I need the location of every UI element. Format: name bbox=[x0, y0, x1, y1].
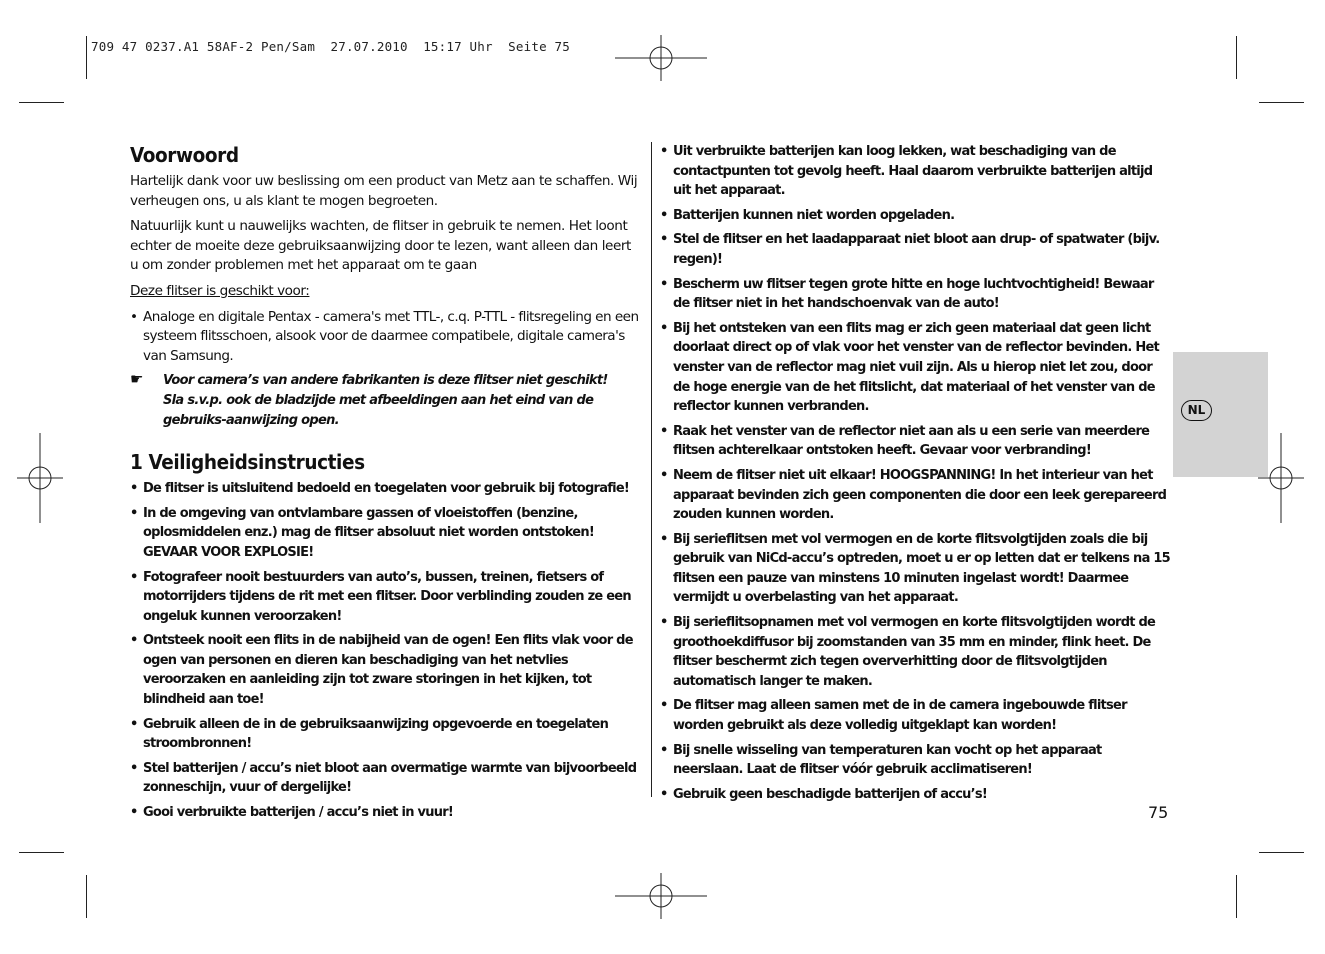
language-tab bbox=[1173, 352, 1268, 477]
right-column bbox=[660, 142, 1172, 809]
crop-mark bbox=[19, 852, 64, 853]
list-item: • Analoge en digitale Pentax - camera's met TTL-, c.q. P-TTL - flitsregeling en een systeem flitsschoen, alsook voor de daarmee compatibele, digitale camera's van Samsung. bbox=[130, 308, 642, 367]
list-item: • In de omgeving van ontvlambare gassen of vloeistoffen (benzine, oplosmiddelen enz.) mag de flitser absoluut niet worden ontstoken! GEVAAR VOOR EXPLOSIE! bbox=[130, 504, 642, 563]
list-item: • Stel batterijen / accu’s niet bloot aan overmatige warmte van bijvoorbeeld zonneschijn, vuur of dergelijke! bbox=[130, 759, 642, 798]
crop-mark bbox=[1236, 36, 1237, 79]
note-line: Voor camera’s van andere fabrikanten is deze flitser niet geschikt! bbox=[163, 373, 608, 389]
crop-mark bbox=[1259, 102, 1304, 103]
list-item: • Ontsteek nooit een flits in de nabijheid van de ogen! Een flits vlak voor de ogen van personen en dieren kan beschadiging van het netvlies veroorzaken en aanleiding zijn tot zware storingen in het kijken, tot blindheid aan toe! bbox=[130, 631, 642, 709]
crop-mark bbox=[86, 36, 87, 79]
list-item: • Bij het ontsteken van een flits mag er zich geen materiaal dat geen licht doorlaat direct op of vlak voor het venster van de reflector bevinden. Het venster van de reflector mag niet vuil zijn. Als u hierop niet let zou, door de hoge energie van de het flitslicht, dat materiaal of het venster van de reflector kunnen verbranden. bbox=[660, 319, 1172, 417]
list-item: • Gebruik geen beschadigde batterijen of accu’s! bbox=[660, 785, 1172, 805]
intro-paragraph: Natuurlijk kunt u nauwelijks wachten, de flitser in gebruik te nemen. Het loont echter de moeite deze gebruiksaanwijzing door te lezen, want alleen dan leert u om zonder problemen met het apparaat om te gaan bbox=[130, 218, 631, 274]
registration-mark-icon bbox=[615, 35, 707, 81]
heading-veiligheidsinstructies: 1 Veiligheidsinstructies bbox=[130, 450, 365, 475]
list-item: • Fotografeer nooit bestuurders van auto’s, bussen, treinen, fietsers of motorrijders tijdens de rit met een flitser. Door verblinding zouden ze een ongeluk kunnen veroorzaken! bbox=[130, 568, 642, 627]
safety-list-left bbox=[130, 479, 642, 823]
note-block bbox=[130, 371, 642, 430]
list-item: • De flitser is uitsluitend bedoeld en toegelaten voor gebruik bij fotografie! bbox=[130, 479, 642, 499]
suitable-label: Deze flitser is geschikt voor: bbox=[130, 282, 310, 299]
list-item: • De flitser mag alleen samen met de in de camera ingebouwde flitser worden gebruikt als deze volledig uitgeklapt kan worden! bbox=[660, 696, 1172, 735]
list-item: • Gooi verbruikte batterijen / accu’s niet in vuur! bbox=[130, 803, 642, 823]
list-item: • Batterijen kunnen niet worden opgeladen. bbox=[660, 206, 1172, 226]
note-line: Sla s.v.p. ook de bladzijde met afbeeldingen aan het eind van de gebruiks-aanwijzing open. bbox=[163, 392, 594, 428]
suitable-list bbox=[130, 308, 642, 367]
pointing-hand-icon: ☛ bbox=[130, 370, 143, 389]
list-item: • Bij serieflitsopnamen met vol vermogen en korte flitsvolgtijden wordt de groothoekdiffusor bij zoomstanden van 35 mm en minder, flink heet. De flitser beschermt zich tegen oververhitting door de flitsvolgtijden automatisch langer te maken. bbox=[660, 613, 1172, 691]
list-item: • Raak het venster van de reflector niet aan als u een serie van meerdere flitsen achterelkaar ontstoken heeft. Gevaar voor verbranding! bbox=[660, 422, 1172, 461]
list-item: • Bij serieflitsen met vol vermogen en de korte flitsvolgtijden zoals die bij gebruik van NiCd-accu’s optreden, moet u er op letten dat er telkens na 15 flitsen een pauze van minstens 10 minuten ingelast wordt! Daarmee vermijdt u overbelasting van het apparaat. bbox=[660, 530, 1172, 608]
crop-mark bbox=[1259, 852, 1304, 853]
crop-mark bbox=[86, 875, 87, 918]
heading-voorwoord: Voorwoord bbox=[130, 143, 239, 167]
safety-list-right bbox=[660, 142, 1172, 804]
crop-mark bbox=[19, 102, 64, 103]
list-item: • Neem de flitser niet uit elkaar! HOOGSPANNING! In het interieur van het apparaat bevinden zich geen componenten die door een leek gerepareerd zouden kunnen worden. bbox=[660, 466, 1172, 525]
registration-mark-icon bbox=[615, 873, 707, 919]
crop-mark bbox=[1236, 875, 1237, 918]
list-item: • Uit verbruikte batterijen kan loog lekken, wat beschadiging van de contactpunten tot gevolg heeft. Haal daarom verbruikte batterijen altijd uit het apparaat. bbox=[660, 142, 1172, 201]
list-item: • Bij snelle wisseling van temperaturen kan vocht op het apparaat neerslaan. Laat de flitser vóór gebruik acclimatiseren! bbox=[660, 741, 1172, 780]
list-item: • Stel de flitser en het laadapparaat niet bloot aan drup- of spatwater (bijv. regen)! bbox=[660, 230, 1172, 269]
list-item: • Bescherm uw flitser tegen grote hitte en hoge luchtvochtigheid! Bewaar de flitser niet in het handschoenvak van de auto! bbox=[660, 275, 1172, 314]
page-number: 75 bbox=[1148, 803, 1169, 822]
print-slug: 709 47 0237.A1 58AF-2 Pen/Sam 27.07.2010 15:17 Uhr Seite 75 bbox=[91, 39, 570, 54]
left-column bbox=[130, 142, 642, 828]
registration-mark-icon bbox=[17, 433, 63, 523]
intro-paragraph: Hartelijk dank voor uw beslissing om een product van Metz aan te schaffen. Wij verheugen ons, u als klant te mogen begroeten. bbox=[130, 173, 638, 209]
list-item: • Gebruik alleen de in de gebruiksaanwijzing opgevoerde en toegelaten stroombronnen! bbox=[130, 715, 642, 754]
language-badge: NL bbox=[1181, 400, 1212, 421]
column-divider bbox=[651, 142, 652, 797]
